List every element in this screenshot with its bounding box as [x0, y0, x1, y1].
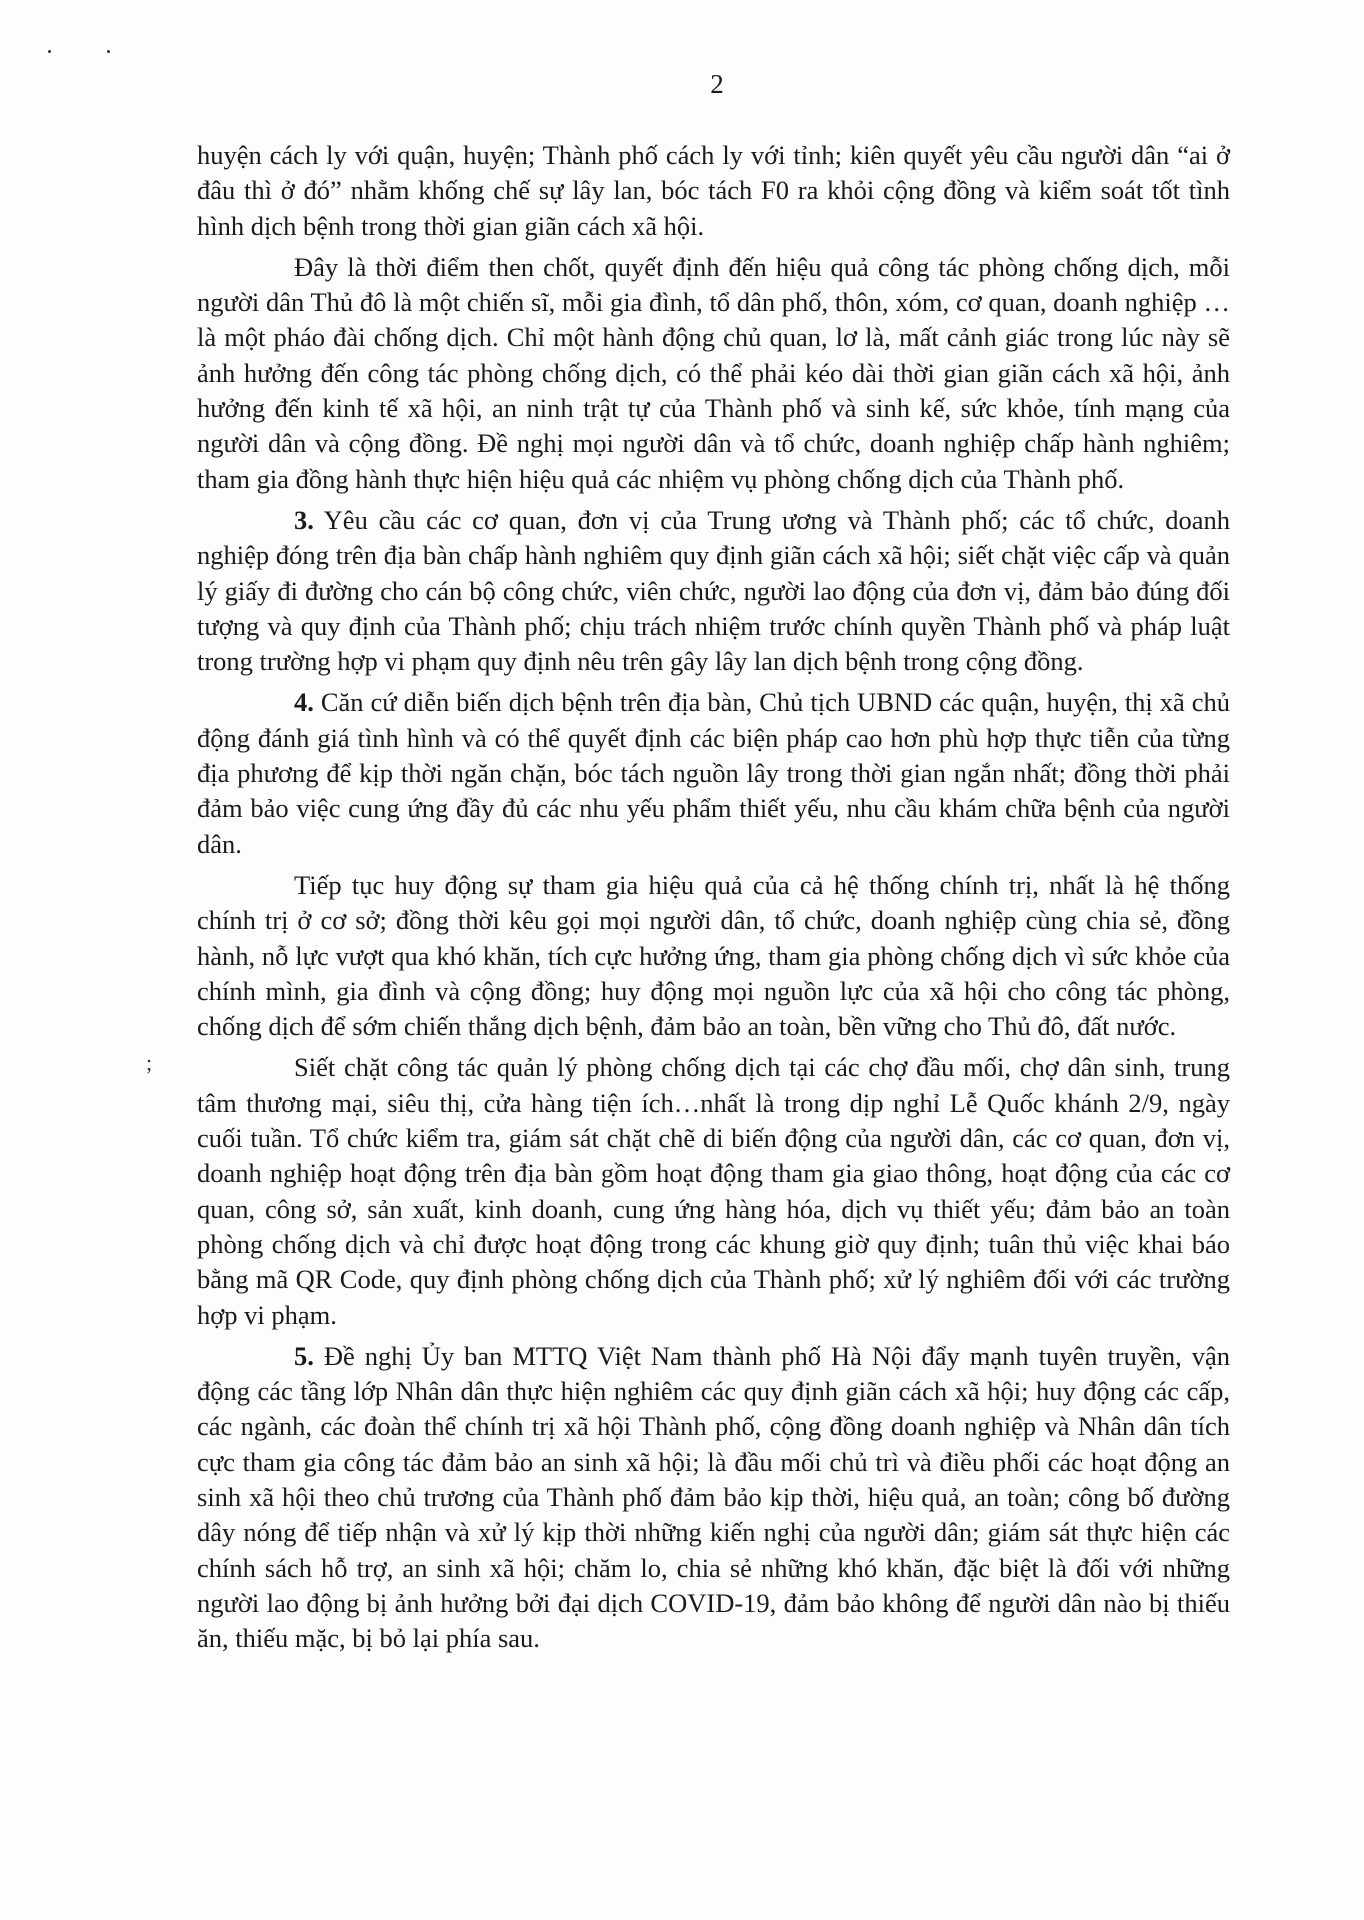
paragraph-text: Tiếp tục huy động sự tham gia hiệu quả của cả hệ thống chính trị, nhất là hệ thống chính trị ở cơ sở; đồng thời kêu gọi mọi người dân, tổ chức, doanh nghiệp cùng chia sẻ, đồng hành, nỗ lực vượt qua khó khăn, tích cực hưởng ứng, tham gia phòng chống dịch vì sức khỏe của chính mình, gia đình và cộng đồng; huy động mọi nguồn lực của xã hội cho công tác phòng, chống dịch để sớm chiến thắng dịch bệnh, đảm bảo an toàn, bền vững cho Thủ đô, đất nước. [197, 869, 1230, 1042]
item-number: 5. [294, 1340, 314, 1371]
item-number: 3. [294, 504, 314, 535]
paragraph-item-4 [197, 685, 1230, 861]
scan-speck [48, 50, 51, 53]
paragraph [197, 1050, 1230, 1332]
margin-mark: ; [146, 1050, 153, 1075]
paragraph [197, 868, 1230, 1044]
paragraph-continuation [197, 138, 1230, 244]
scan-speck [107, 50, 110, 53]
paragraph-item-3 [197, 503, 1230, 679]
paragraph-text: Yêu cầu các cơ quan, đơn vị của Trung ương và Thành phố; các tổ chức, doanh nghiệp đóng trên địa bàn chấp hành nghiêm quy định giãn cách xã hội; siết chặt việc cấp và quản lý giấy đi đường cho cán bộ công chức, viên chức, người lao động của đơn vị, đảm bảo đúng đối tượng và quy định của Thành phố; chịu trách nhiệm trước chính quyền Thành phố và pháp luật trong trường hợp vi phạm quy định nêu trên gây lây lan dịch bệnh trong cộng đồng. [197, 504, 1230, 677]
paragraph-text: Căn cứ diễn biến dịch bệnh trên địa bàn, Chủ tịch UBND các quận, huyện, thị xã chủ động đánh giá tình hình và có thể quyết định các biện pháp cao hơn phù hợp thực tiễn của từng địa phương để kịp thời ngăn chặn, bóc tách nguồn lây trong thời gian ngắn nhất; đồng thời phải đảm bảo việc cung ứng đầy đủ các nhu yếu phẩm thiết yếu, nhu cầu khám chữa bệnh của người dân. [197, 687, 1230, 859]
paragraph-item-5 [197, 1339, 1230, 1657]
item-number: 4. [294, 687, 314, 718]
paragraph [197, 250, 1230, 497]
document-body [197, 138, 1230, 1662]
paragraph-text: Đây là thời điểm then chốt, quyết định đến hiệu quả công tác phòng chống dịch, mỗi người dân Thủ đô là một chiến sĩ, mỗi gia đình, tổ dân phố, thôn, xóm, cơ quan, doanh nghiệp … là một pháo đài chống dịch. Chỉ một hành động chủ quan, lơ là, mất cảnh giác trong lúc này sẽ ảnh hưởng đến công tác phòng chống dịch, có thể phải kéo dài thời gian giãn cách xã hội, ảnh hưởng đến kinh tế xã hội, an ninh trật tự của Thành phố và sinh kế, sức khỏe, tính mạng của người dân và cộng đồng. Đề nghị mọi người dân và tổ chức, doanh nghiệp chấp hành nghiêm; tham gia đồng hành thực hiện hiệu quả các nhiệm vụ phòng chống dịch của Thành phố. [197, 251, 1230, 494]
paragraph-text: huyện cách ly với quận, huyện; Thành phố cách ly với tỉnh; kiên quyết yêu cầu người dân “ai ở đâu thì ở đó” nhằm khống chế sự lây lan, bóc tách F0 ra khỏi cộng đồng và kiểm soát tốt tình hình dịch bệnh trong thời gian giãn cách xã hội. [197, 140, 1230, 241]
paragraph-text: Siết chặt công tác quản lý phòng chống dịch tại các chợ đầu mối, chợ dân sinh, trung tâm thương mại, siêu thị, cửa hàng tiện ích…nhất là trong dịp nghỉ Lễ Quốc khánh 2/9, ngày cuối tuần. Tổ chức kiểm tra, giám sát chặt chẽ di biến động của người dân, các cơ quan, đơn vị, doanh nghiệp hoạt động trên địa bàn gồm hoạt động tham gia giao thông, hoạt động của các cơ quan, công sở, sản xuất, kinh doanh, cung ứng hàng hóa, dịch vụ thiết yếu; đảm bảo an toàn phòng chống dịch và chỉ được hoạt động trong các khung giờ quy định; tuân thủ việc khai báo bằng mã QR Code, quy định phòng chống dịch của Thành phố; xử lý nghiêm đối với các trường hợp vi phạm. [197, 1052, 1230, 1330]
page-number: 2 [710, 69, 724, 99]
paragraph-text: Đề nghị Ủy ban MTTQ Việt Nam thành phố Hà Nội đẩy mạnh tuyên truyền, vận động các tầng lớp Nhân dân thực hiện nghiêm các quy định giãn cách xã hội; huy động các cấp, các ngành, các đoàn thể chính trị xã hội Thành phố, cộng đồng doanh nghiệp và Nhân dân tích cực tham gia công tác đảm bảo an sinh xã hội; là đầu mối chủ trì và điều phối các hoạt động an sinh xã hội theo chủ trương của Thành phố đảm bảo kịp thời, hiệu quả, an toàn; công bố đường dây nóng để tiếp nhận và xử lý kịp thời những kiến nghị của người dân; giám sát thực hiện các chính sách hỗ trợ, an sinh xã hội; chăm lo, chia sẻ những khó khăn, đặc biệt là đối với những người lao động bị ảnh hưởng bởi đại dịch COVID-19, đảm bảo không để người dân nào bị thiếu ăn, thiếu mặc, bị bỏ lại phía sau. [197, 1340, 1230, 1654]
